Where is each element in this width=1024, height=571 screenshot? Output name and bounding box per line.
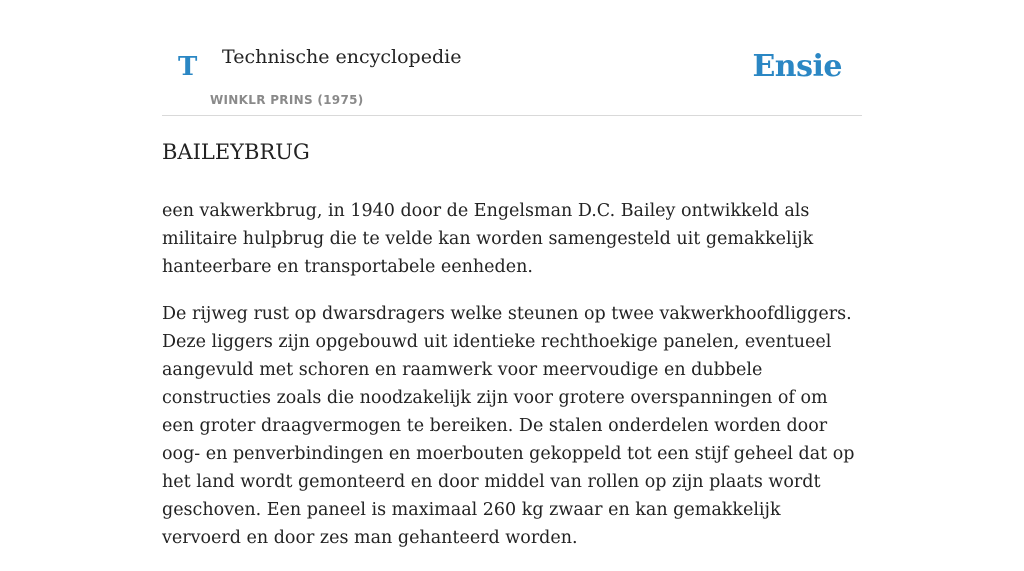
source-title[interactable]: Technische encyclopedie bbox=[222, 46, 462, 68]
article-paragraph: een vakwerkbrug, in 1940 door de Engelsman D.C. Bailey ontwikkeld als militaire hulpbrug die te velde kan worden samengesteld uit gemakkelijk hanteerbare en transportabele eenheden. bbox=[162, 201, 814, 278]
article bbox=[162, 138, 862, 571]
article-paragraph: De rijweg rust op dwarsdragers welke steunen op twee vakwerkhoofdliggers. Deze liggers zijn opgebouwd uit identieke rechthoekige panelen, eventueel aangevuld met schoren en raamwerk voor meervoudige en dubbele constructies zoals die noodzakelijk zijn voor grotere overspanningen of om een groter draagvermogen te bereiken. De stalen onderdelen worden door oog- en penverbindingen en moerbouten gekoppeld tot een stijf geheel dat op het land wordt gemonteerd en door middel van rollen op zijn plaats wordt geschoven. Een paneel is maximaal 260 kg zwaar en kan gemakkelijk vervoerd en door zes man gehanteerd worden. bbox=[162, 304, 855, 549]
source-header bbox=[162, 40, 862, 116]
article-body bbox=[162, 197, 862, 552]
source-subtitle: WINKLR PRINS (1975) bbox=[210, 93, 364, 107]
source-logo-icon: T bbox=[178, 52, 198, 82]
ensie-logo-link[interactable]: Ensie bbox=[752, 49, 842, 84]
article-headword: BAILEYBRUG bbox=[162, 140, 310, 164]
